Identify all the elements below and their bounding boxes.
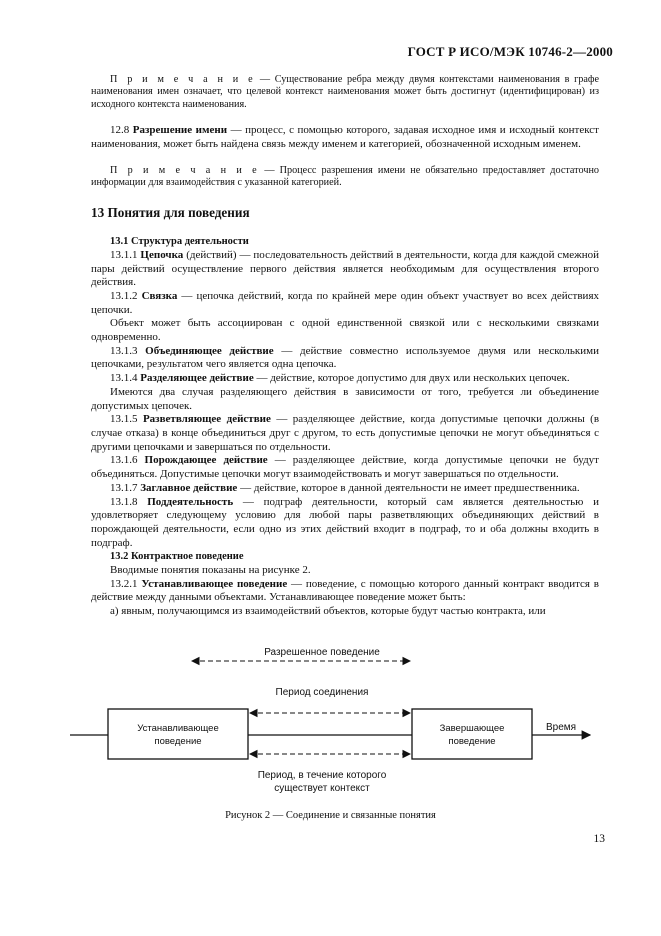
definition-text: — действие совместно используемое двумя или несколькими цепочками, результатом чего является одна цепочка.	[91, 344, 599, 371]
page-number: 13	[593, 833, 605, 845]
definition-13-2-1	[91, 578, 599, 605]
note-paragraph	[91, 165, 599, 190]
definition-text: — разделяющее действие, когда допустимые цепочки должны (в случае отказа) в конце объединиться друг с другом, то есть допустимые цепочки не могут объединяться с другими цепочками и завершаться по отдельности.	[91, 413, 600, 453]
definition-13-1-7	[91, 482, 599, 496]
term: Заглавное действие	[140, 481, 238, 494]
clause-number: 13.1.2	[110, 289, 138, 302]
note-paragraph	[91, 74, 599, 111]
term: Разделяющее действие	[140, 372, 254, 385]
section-heading: 13 Понятия для поведения	[91, 205, 250, 221]
time-label: Время	[546, 722, 577, 733]
page-body	[91, 74, 599, 619]
context-period-label-1: Период, в течение которого	[257, 770, 387, 781]
paragraph: Объект может быть ассоциирован с одной единственной связкой или с несколькими связками одновременно.	[91, 317, 599, 344]
clause-number: 13.1.1	[110, 248, 138, 261]
note-text: — Процесс разрешения имени не обязательно предоставляет достаточно информации для взаимодействия с указанной категорией.	[91, 164, 600, 189]
term: Объединяющее действие	[145, 344, 274, 357]
note-label: П р и м е ч а н и е	[110, 74, 256, 85]
definition-13-1-5	[91, 413, 599, 454]
establishing-behaviour-box	[108, 709, 248, 759]
paragraph: Имеются два случая разделяющего действия в зависимости от того, требуется ли объединение допустимых цепочек.	[91, 385, 599, 412]
term: Устанавливающее поведение	[141, 577, 288, 590]
definition-13-1-3	[91, 345, 599, 372]
clause-number: 13.1.7	[110, 481, 138, 494]
document-header: ГОСТ Р ИСО/МЭК 10746-2—2000	[407, 44, 613, 59]
term: Поддеятельность	[147, 495, 234, 508]
definition-13-1-4	[91, 372, 599, 386]
clause-number: 13.1.5	[110, 413, 138, 426]
establishing-behaviour-label-1: Устанавливающее	[137, 723, 219, 734]
paragraph: Вводимые понятия показаны на рисунке 2.	[110, 564, 311, 577]
definition-text: (действий) — последовательность действий в деятельности, когда для каждой смежной пары действий осуществление первого действия является необходимым для осуществления второго действия.	[91, 248, 599, 289]
subsection-heading: 13.1 Структура деятельности	[110, 236, 249, 248]
definition-text: — процесс, с помощью которого, задавая исходное имя и исходный контекст наименования, может быть найдена связь между именем и категорией, обозначенной исходным именем.	[91, 124, 599, 150]
terminating-behaviour-label-2: поведение	[448, 736, 496, 747]
terminating-behaviour-box	[412, 709, 532, 759]
definition-13-1-6	[91, 454, 599, 481]
definition-text: — действие, которое допустимо для двух или нескольких цепочек.	[253, 372, 570, 385]
definition-13-1-8	[91, 496, 599, 551]
definition-text: — действие, которое в данной деятельности не имеет предшественника.	[237, 481, 580, 494]
figure-2-diagram	[40, 643, 640, 813]
clause-number: 13.1.4	[110, 372, 138, 385]
definition-13-1-2	[91, 290, 599, 317]
clause-number: 13.1.6	[110, 454, 138, 467]
permitted-behaviour-label: Разрешенное поведение	[264, 647, 380, 658]
list-item-a: а) явным, получающимся из взаимодействий объектов, которые будут частью контракта, или	[110, 605, 546, 618]
binding-period-label: Период соединения	[275, 687, 369, 698]
clause-number: 12.8	[110, 124, 130, 137]
clause-number: 13.1.3	[110, 344, 138, 357]
definition-13-1-1	[91, 249, 599, 290]
definition-text: — разделяющее действие, когда допустимые цепочки не будут объединяться. Допустимые цепочки могут взаимодействовать и могут завершаться по отдельности.	[91, 454, 599, 481]
clause-number: 13.1.8	[110, 495, 138, 508]
context-period-label-2: существует контекст	[274, 783, 370, 794]
definition-text: — цепочка действий, когда по крайней мере один объект участвует во всех действиях цепочки.	[91, 289, 600, 316]
note-text: — Существование ребра между двумя контекстами наименования в графе наименования имен означает, что целевой контекст наименования может быть достигнут (идентифицирован) из исходного контекста наименования.	[91, 74, 599, 110]
subsection-heading: 13.2 Контрактное поведение	[110, 551, 244, 563]
term: Разрешение имени	[132, 124, 228, 137]
definition-text: — поведение, с помощью которого данный контракт вводится в действие между данными объектами. Устанавливающее поведение может быть:	[91, 577, 599, 604]
terminating-behaviour-label-1: Завершающее	[439, 723, 505, 734]
establishing-behaviour-label-2: поведение	[154, 736, 202, 747]
term: Порождающее действие	[144, 454, 268, 467]
definition-text: — подграф деятельности, который сам является деятельностью и удовлетворяет следующему условию для любой пары разветвляющих объединяющих действий в порождающей деятельности, если одно из этих действий входит в подграф, то и оба должны входить в подграф.	[91, 495, 599, 549]
note-label: П р и м е ч а н и е	[110, 164, 260, 176]
definition-12-8	[91, 124, 599, 151]
clause-number: 13.2.1	[110, 577, 138, 590]
figure-caption: Рисунок 2 — Соединение и связанные понятия	[225, 810, 436, 821]
term: Разветвляющее действие	[142, 413, 271, 426]
term: Связка	[141, 289, 178, 302]
term: Цепочка	[140, 248, 184, 261]
